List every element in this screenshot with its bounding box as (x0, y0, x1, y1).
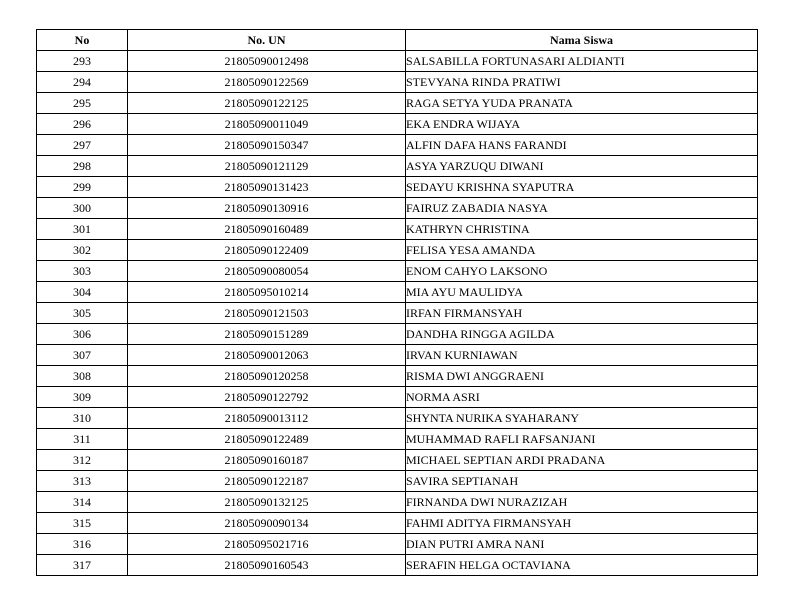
row-number: 312 (37, 450, 128, 471)
row-student-name: ASYA YARZUQU DIWANI (406, 156, 758, 177)
table-row (37, 240, 758, 261)
row-student-name: IRVAN KURNIAWAN (406, 345, 758, 366)
row-number: 315 (37, 513, 128, 534)
table-row (37, 408, 758, 429)
table-row (37, 366, 758, 387)
table-row (37, 198, 758, 219)
row-un-number: 21805090130916 (128, 198, 406, 219)
table-row (37, 555, 758, 576)
row-number: 303 (37, 261, 128, 282)
row-number: 300 (37, 198, 128, 219)
row-un-number: 21805090122409 (128, 240, 406, 261)
table-row (37, 219, 758, 240)
row-number: 311 (37, 429, 128, 450)
row-un-number: 21805090012498 (128, 51, 406, 72)
row-student-name: MICHAEL SEPTIAN ARDI PRADANA (406, 450, 758, 471)
row-student-name: MIA AYU MAULIDYA (406, 282, 758, 303)
row-un-number: 21805090122792 (128, 387, 406, 408)
student-table (36, 29, 758, 576)
table-header-row (37, 30, 758, 51)
row-student-name: RISMA DWI ANGGRAENI (406, 366, 758, 387)
row-un-number: 21805090012063 (128, 345, 406, 366)
row-number: 310 (37, 408, 128, 429)
row-number: 297 (37, 135, 128, 156)
row-student-name: SERAFIN HELGA OCTAVIANA (406, 555, 758, 576)
row-number: 298 (37, 156, 128, 177)
row-student-name: NORMA ASRI (406, 387, 758, 408)
table-row (37, 324, 758, 345)
row-number: 317 (37, 555, 128, 576)
row-student-name: DANDHA RINGGA AGILDA (406, 324, 758, 345)
table-row (37, 177, 758, 198)
table-row (37, 387, 758, 408)
row-number: 302 (37, 240, 128, 261)
row-number: 309 (37, 387, 128, 408)
row-student-name: FAHMI ADITYA FIRMANSYAH (406, 513, 758, 534)
row-number: 308 (37, 366, 128, 387)
table-body (37, 51, 758, 576)
row-number: 296 (37, 114, 128, 135)
row-un-number: 21805090080054 (128, 261, 406, 282)
row-number: 313 (37, 471, 128, 492)
row-student-name: STEVYANA RINDA PRATIWI (406, 72, 758, 93)
row-number: 316 (37, 534, 128, 555)
table-row (37, 156, 758, 177)
header-name: Nama Siswa (406, 30, 758, 51)
row-un-number: 21805090160187 (128, 450, 406, 471)
row-student-name: MUHAMMAD RAFLI RAFSANJANI (406, 429, 758, 450)
row-student-name: SAVIRA SEPTIANAH (406, 471, 758, 492)
row-number: 307 (37, 345, 128, 366)
row-student-name: RAGA SETYA YUDA PRANATA (406, 93, 758, 114)
row-student-name: ALFIN DAFA HANS FARANDI (406, 135, 758, 156)
row-un-number: 21805095010214 (128, 282, 406, 303)
row-un-number: 21805095021716 (128, 534, 406, 555)
row-un-number: 21805090150347 (128, 135, 406, 156)
row-un-number: 21805090131423 (128, 177, 406, 198)
row-student-name: SHYNTA NURIKA SYAHARANY (406, 408, 758, 429)
row-un-number: 21805090151289 (128, 324, 406, 345)
row-un-number: 21805090160543 (128, 555, 406, 576)
table-row (37, 93, 758, 114)
row-student-name: KATHRYN CHRISTINA (406, 219, 758, 240)
row-un-number: 21805090121503 (128, 303, 406, 324)
row-number: 314 (37, 492, 128, 513)
row-un-number: 21805090122569 (128, 72, 406, 93)
row-student-name: SALSABILLA FORTUNASARI ALDIANTI (406, 51, 758, 72)
row-un-number: 21805090121129 (128, 156, 406, 177)
row-student-name: IRFAN FIRMANSYAH (406, 303, 758, 324)
row-student-name: ENOM CAHYO LAKSONO (406, 261, 758, 282)
table-row (37, 534, 758, 555)
row-student-name: FIRNANDA DWI NURAZIZAH (406, 492, 758, 513)
row-student-name: FELISA YESA AMANDA (406, 240, 758, 261)
row-un-number: 21805090122187 (128, 471, 406, 492)
row-number: 304 (37, 282, 128, 303)
row-un-number: 21805090011049 (128, 114, 406, 135)
row-number: 293 (37, 51, 128, 72)
table-row (37, 513, 758, 534)
header-no: No (37, 30, 128, 51)
row-un-number: 21805090132125 (128, 492, 406, 513)
table-row (37, 261, 758, 282)
header-un: No. UN (128, 30, 406, 51)
table-row (37, 345, 758, 366)
row-student-name: DIAN PUTRI AMRA NANI (406, 534, 758, 555)
row-number: 305 (37, 303, 128, 324)
row-un-number: 21805090090134 (128, 513, 406, 534)
table-row (37, 114, 758, 135)
table-row (37, 282, 758, 303)
row-student-name: FAIRUZ ZABADIA NASYA (406, 198, 758, 219)
row-student-name: EKA ENDRA WIJAYA (406, 114, 758, 135)
table-row (37, 303, 758, 324)
row-un-number: 21805090122125 (128, 93, 406, 114)
row-un-number: 21805090160489 (128, 219, 406, 240)
row-student-name: SEDAYU KRISHNA SYAPUTRA (406, 177, 758, 198)
table-row (37, 135, 758, 156)
table-row (37, 450, 758, 471)
table-row (37, 471, 758, 492)
row-un-number: 21805090013112 (128, 408, 406, 429)
row-number: 299 (37, 177, 128, 198)
row-un-number: 21805090122489 (128, 429, 406, 450)
row-number: 301 (37, 219, 128, 240)
row-number: 294 (37, 72, 128, 93)
table-row (37, 72, 758, 93)
table-row (37, 51, 758, 72)
table-row (37, 492, 758, 513)
row-un-number: 21805090120258 (128, 366, 406, 387)
row-number: 306 (37, 324, 128, 345)
table-row (37, 429, 758, 450)
row-number: 295 (37, 93, 128, 114)
